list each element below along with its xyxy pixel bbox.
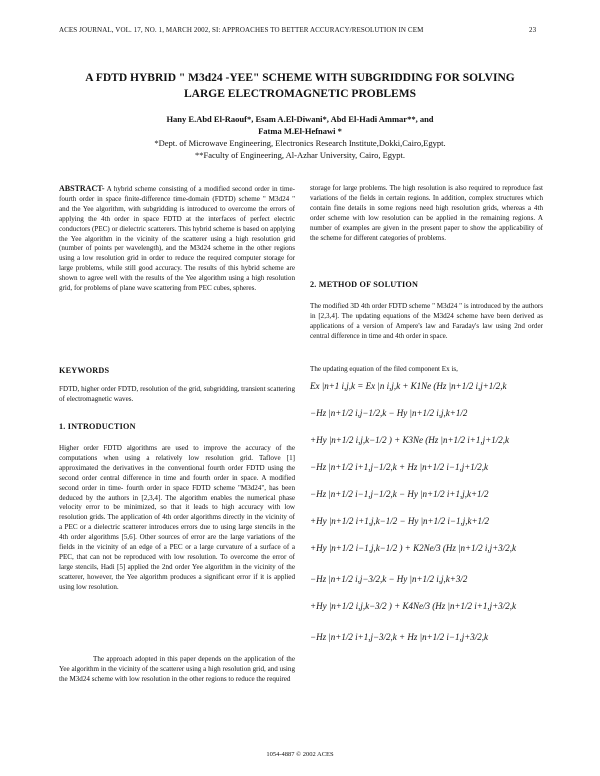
method-paragraph: The modified 3D 4th order FDTD scheme " M3d24 " is introduced by the authors in [2,3,4]. The updating equations of the M3d24 scheme have been derived as applications of a version of Ampere's law and Faraday's law using 2nd order central difference in time and 4th order in space. [310, 302, 543, 340]
equation-intro: The updating equation of the filed component Ex is, [310, 365, 458, 373]
equation-line: +Hy |n+1/2 i,j,k−1/2 ) + K3Ne (Hz |n+1/2 i+1,j+1/2,k [310, 435, 509, 445]
equation-line: −Hz |n+1/2 i+1,j−3/2,k + Hz |n+1/2 i−1,j+3/2,k [310, 632, 489, 642]
equation-line: −Hz |n+1/2 i,j−1/2,k − Hy |n+1/2 i,j,k+1/2 [310, 408, 468, 418]
equation-line: −Hz |n+1/2 i−1,j−1/2,k − Hy |n+1/2 i+1,j,k+1/2 [310, 489, 489, 499]
keywords-text: FDTD, higher order FDTD, resolution of the grid, subgridding, transient scattering of electromagnetic waves. [59, 385, 295, 403]
title-line-1: A FDTD HYBRID " M3d24 -YEE" SCHEME WITH SUBGRIDDING FOR SOLVING [85, 72, 515, 84]
equation-line: +Hy |n+1/2 i,j,k−3/2 ) + K4Ne/3 (Hz |n+1/2 i+1,j+3/2,k [310, 601, 516, 611]
introduction-paragraph-2: The approach adopted in this paper depends on the application of the Yee algorithm in the vicinity of the scatterer using a high resolution grid, and using the M3d24 scheme with low resolution in the other regions to reduce the required [59, 655, 295, 683]
update-equation [310, 381, 550, 741]
equation-line: +Hy |n+1/2 i+1,j,k−1/2 − Hy |n+1/2 i−1,j,k+1/2 [310, 516, 490, 526]
equation-line: +Hy |n+1/2 i−1,j,k−1/2 ) + K2Ne/3 (Hz |n+1/2 i,j+3/2,k [310, 543, 516, 553]
author-names-line-2: Fatma M.El-Hefnawi * [258, 126, 342, 136]
abstract [59, 184, 295, 294]
equation-line: −Hz |n+1/2 i+1,j−1/2,k + Hz |n+1/2 i−1,j+1/2,k [310, 462, 489, 472]
abstract-text: A hybrid scheme consisting of a modified second order in time- fourth order in space finite-difference time-domain (FDTD) scheme " M3d24 " and the Yee algorithm, with subgridding is introduced to overcome the errors of applying the 4th order in space FDTD at the interfaces of perfect electric conductors (PEC) or dielectric scatterers. This hybrid scheme is based on applying the Yee algorithm in the vicinity of the scatterer using a high resolution grid (number of points per wavelength), and the M3d24 scheme in the other regions using a low resolution grid in order to reduce the required computer storage for large problems, while still good accuracy. The results of this hybrid scheme are shown to agree well with the results of the Yee algorithm using a high resolution grid, for problems of plane wave scattering from PEC cubes, spheres. [59, 185, 295, 293]
continued-paragraph: storage for large problems. The high resolution is also required to reproduce fast variations of the fields in certain regions. In addition, complex structures which contain fine details in some regions need high resolution grids, whereas a 4th order scheme with low resolution can be applied in the remaining regions. A number of examples are given in the present paper to show the applicability of the scheme for different categories of problems. [310, 184, 543, 242]
title-line-2: LARGE ELECTROMAGNETIC PROBLEMS [184, 88, 416, 100]
method-heading: 2. METHOD OF SOLUTION [310, 280, 419, 289]
copyright-footer: 1054-4887 © 2002 ACES [266, 751, 334, 758]
paper-title [40, 70, 560, 102]
author-names-line-1: Hany E.Abd El-Raouf*, Esam A.El-Diwani*, Abd El-Hadi Ammar**, and [166, 114, 434, 124]
affiliation-2: **Faculty of Engineering, Al-Azhar University, Cairo, Egypt. [194, 150, 405, 160]
author-block [40, 113, 560, 161]
keywords-heading: KEYWORDS [59, 366, 110, 375]
abstract-label: ABSTRACT- [59, 184, 105, 193]
equation-line: −Hz |n+1/2 i,j−3/2,k − Hy |n+1/2 i,j,k+3/2 [310, 574, 468, 584]
running-header: ACES JOURNAL, VOL. 17, NO. 1, MARCH 2002, SI: APPROACHES TO BETTER ACCURACY/RESOLUTION IN CEM [59, 26, 424, 34]
equation-line: Ex |n+1 i,j,k = Ex |n i,j,k + K1Ne (Hz |n+1/2 i,j+1/2,k [310, 381, 507, 391]
introduction-heading: 1. INTRODUCTION [59, 422, 136, 431]
affiliation-1: *Dept. of Microwave Engineering, Electronics Research Institute,Dokki,Cairo,Egypt. [154, 138, 446, 148]
introduction-paragraph-1: Higher order FDTD algorithms are used to improve the accuracy of the computations when using a relatively low resolution grid. Taflove [1] approximated the derivatives in the conventional fourth order FDTD using the second order central difference in time and fourth order in space. A modified second order in time- fourth order in space FDTD scheme "M3d24", has been deduced by the authors in [2,3,4]. The algorithm enables the numerical phase velocity error to be minimized, so that it leads to high accuracy with low resolution grids. The application of 4th order algorithms directly in the vicinity of a PEC or a dielectric scatterer introduces errors due to using large stencils in the 4th order algorithms [5,6]. Other sources of error are the large variations of the fields in the vicinity of an edge of a PEC or a large curvature of a surface of a PEC, that can not be reproduced with low resolution. To overcome the error of large stencils, Hadi [5] applied the 2nd order Yee algorithm in the vicinity of the scatterer, however, the Yee algorithm produces a significant error if it is applied using low resolution. [59, 444, 295, 591]
page-number: 23 [529, 26, 537, 34]
